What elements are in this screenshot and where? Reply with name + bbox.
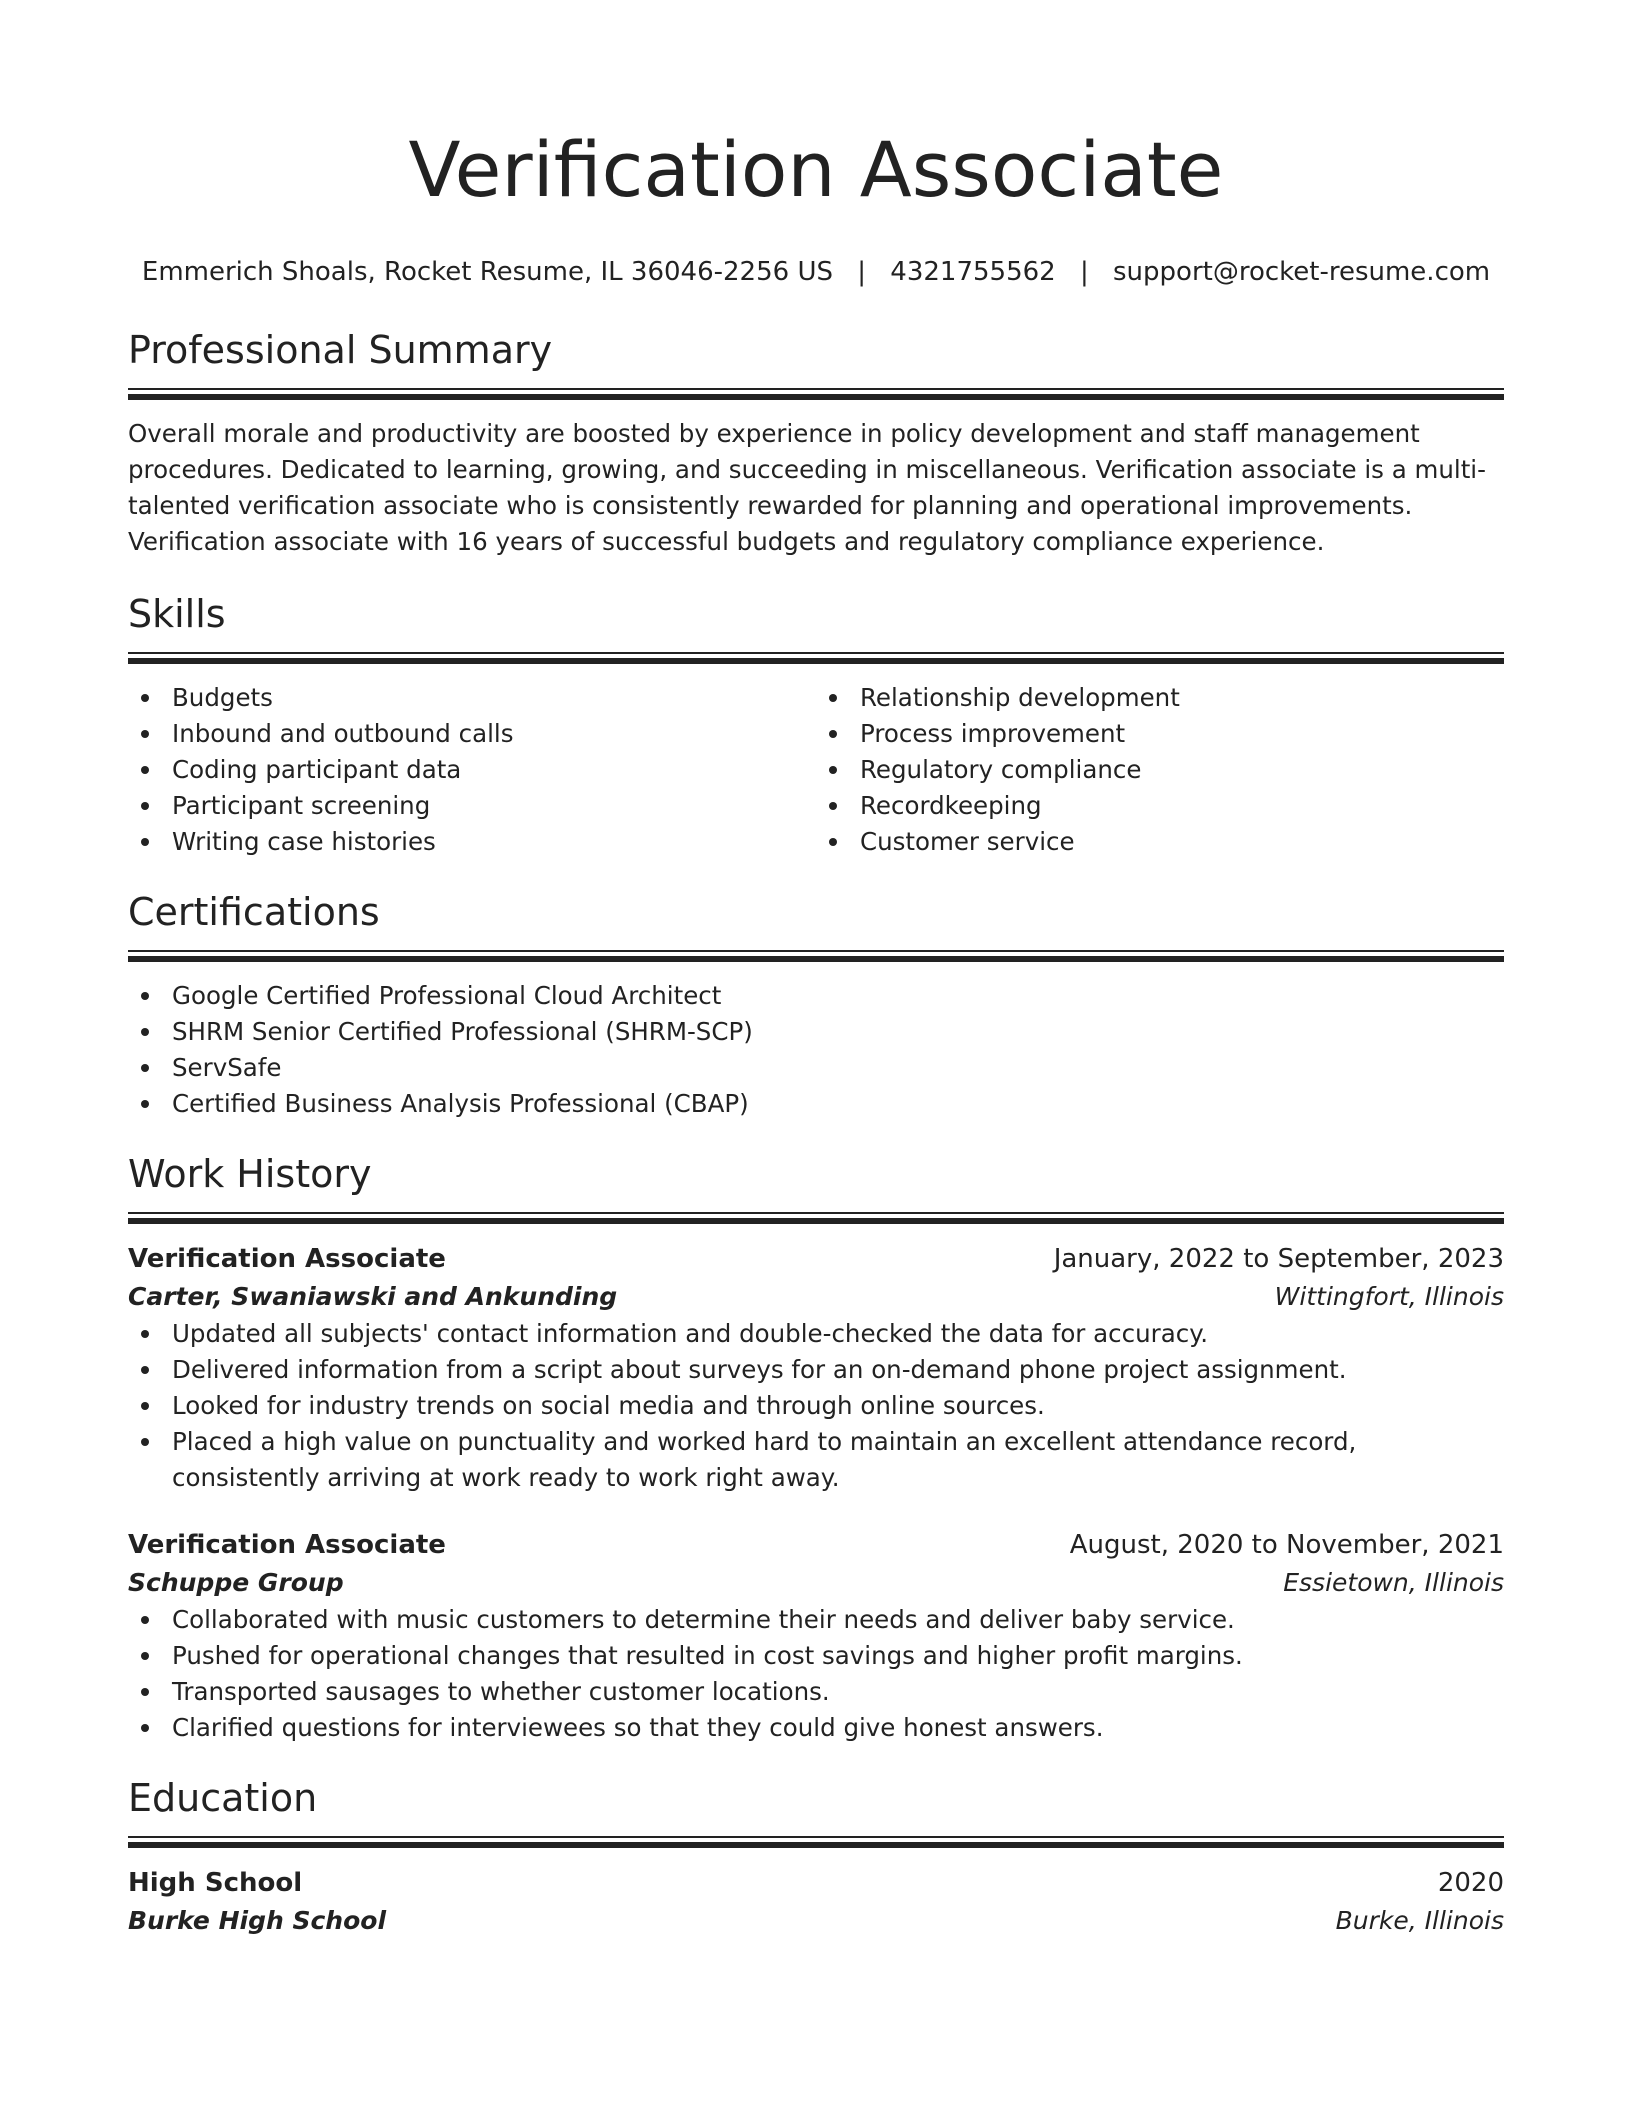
work-history-heading: Work History [128,1152,372,1196]
summary-heading: Professional Summary [128,328,553,372]
certifications-list [128,978,1504,1122]
job-company: Carter, Swaniawski and Ankunding [128,1282,618,1311]
job-duty: Clarified questions for interviewees so that they could give honest answers. [128,1710,1504,1746]
job-subheader [128,1564,1504,1602]
job-duty: Looked for industry trends on social media and through online sources. [128,1388,1504,1424]
job-header [128,1240,1504,1278]
certification-item: Certified Business Analysis Professional (CBAP) [128,1086,1504,1122]
section-divider [128,388,1504,400]
job-duties-list [128,1316,1504,1496]
education-section [128,1774,1504,1940]
job-company: Schuppe Group [128,1568,344,1597]
job-duty: Transported sausages to whether customer locations. [128,1674,1504,1710]
job-duty: Collaborated with music customers to determine their needs and deliver baby service. [128,1602,1504,1638]
job-duty: Pushed for operational changes that resulted in cost savings and higher profit margins. [128,1638,1504,1674]
contact-separator: | [857,257,867,287]
work-history-section [128,1150,1504,1746]
contact-separator: | [1079,257,1089,287]
education-school: Burke High School [128,1906,387,1935]
skill-item: Customer service [816,824,1504,860]
skill-item: Relationship development [816,680,1504,716]
job-duty: Placed a high value on punctuality and worked hard to maintain an excellent attendance record, consistently arriving at work ready to work right away. [128,1424,1504,1496]
skill-item: Inbound and outbound calls [128,716,816,752]
job-entry [128,1526,1504,1746]
job-dates: August, 2020 to November, 2021 [1069,1530,1504,1560]
contact-phone: 4321755562 [890,257,1056,287]
education-header [128,1864,1504,1902]
job-entry [128,1240,1504,1496]
skills-grid [128,680,1504,860]
job-title: Verification Associate [128,1244,446,1274]
job-title: Verification Associate [128,1530,446,1560]
education-year: 2020 [1437,1868,1504,1898]
section-divider [128,950,1504,962]
skill-item: Recordkeeping [816,788,1504,824]
education-heading: Education [128,1776,318,1820]
skill-item: Regulatory compliance [816,752,1504,788]
certifications-section [128,888,1504,1122]
certification-item: ServSafe [128,1050,1504,1086]
summary-section [128,326,1504,560]
job-header [128,1526,1504,1564]
job-duty: Delivered information from a script about surveys for an on-demand phone project assignment. [128,1352,1504,1388]
skill-item: Budgets [128,680,816,716]
section-divider [128,652,1504,664]
contact-line [128,254,1504,290]
education-subheader [128,1902,1504,1940]
skill-item: Process improvement [816,716,1504,752]
skill-item: Writing case histories [128,824,816,860]
skills-section [128,590,1504,860]
job-duties-list [128,1602,1504,1746]
education-entry [128,1864,1504,1940]
job-subheader [128,1278,1504,1316]
job-dates: January, 2022 to September, 2023 [1053,1244,1504,1274]
education-location: Burke, Illinois [1335,1906,1504,1935]
contact-email: support@rocket-resume.com [1113,257,1491,287]
skills-heading: Skills [128,592,226,636]
resume-name: Verification Associate [408,125,1224,214]
certification-item: SHRM Senior Certified Professional (SHRM-SCP) [128,1014,1504,1050]
certifications-heading: Certifications [128,890,380,934]
skill-item: Coding participant data [128,752,816,788]
job-location: Essietown, Illinois [1283,1568,1504,1597]
skill-item: Participant screening [128,788,816,824]
job-location: Wittingfort, Illinois [1274,1282,1504,1311]
skills-right-list [816,680,1504,860]
contact-address: Emmerich Shoals, Rocket Resume, IL 36046-2256 US [141,257,833,287]
summary-text: Overall morale and productivity are boosted by experience in policy development and staff management procedures. Dedicated to learning, growing, and succeeding in miscellaneous. Verification associate is a multi-talented verification associate who is consistently rewarded for planning and operational improvements. Verification associate with 16 years of successful budgets and regulatory compliance experience. [128,419,1486,556]
skills-left-list [128,680,816,860]
job-duty: Updated all subjects' contact information and double-checked the data for accuracy. [128,1316,1504,1352]
section-divider [128,1212,1504,1224]
section-divider [128,1836,1504,1848]
education-degree: High School [128,1868,303,1898]
certification-item: Google Certified Professional Cloud Architect [128,978,1504,1014]
